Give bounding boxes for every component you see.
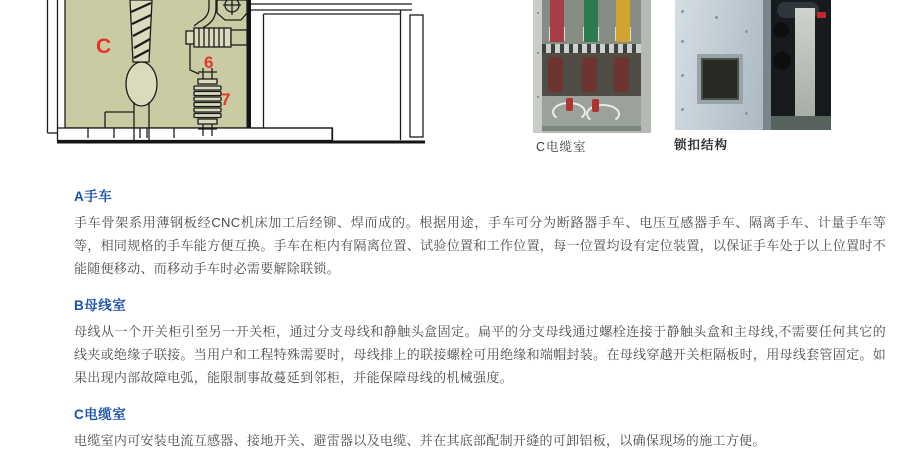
photo-caption-lock-structure: 锁扣结构	[674, 138, 729, 152]
screw-dot	[537, 12, 539, 14]
cable-termination-zone	[542, 53, 641, 96]
section-body-handcart: 手车骨架系用薄钢板经CNC机床加工后经铆、焊而成的。根据用途，手车可分为断路器手车、电压互感器手车、隔离手车、计量手车等等，相同规格的手车能方便互换。手车在柜内有隔离位置、试验位置和工作位置，每一位置均设有定位装置，以保证手车处于以上位置时不能随便移动、而移动手车时必需要解除联锁。	[74, 215, 886, 276]
diagram-base-plinth	[58, 128, 333, 141]
screw-dot	[681, 10, 684, 13]
cable-cap	[566, 98, 573, 111]
breaker-mechanism	[771, 0, 831, 130]
photo-caption-cable-room: C电缆室	[536, 140, 587, 154]
screw-dot	[537, 52, 539, 54]
screw-dot	[715, 16, 718, 19]
section-heading-cable-room: C电缆室	[74, 407, 127, 422]
diagram-label-7: 7	[221, 90, 231, 109]
section-handcart	[74, 185, 886, 280]
busbar-zone	[542, 0, 641, 44]
busbar-green	[584, 0, 598, 42]
mechanism-panel	[795, 8, 815, 120]
inspection-window	[697, 54, 743, 104]
screw-dot	[681, 74, 684, 77]
section-body-busbar-room: 母线从一个开关柜引至另一开关柜，通过分支母线和静触头盒固定。扁平的分支母线通过螺栓连接于静触头盒和主母线,不需要任何其它的线夹或绝缘子联接。当用户和工程特殊需要时，母线排上的联接螺栓可用绝缘和端帽封装。在母线穿越开关柜隔板时，用母线套管固定。如果出现内部故障电弧，能限制事故蔓延到邻柜，并能保障母线的机械强度。	[74, 324, 886, 385]
section-heading-busbar-room: B母线室	[74, 298, 127, 313]
screw-dot	[681, 40, 684, 43]
cabinet-frame-bottom	[542, 126, 641, 131]
section-cable-room	[74, 403, 886, 452]
cabinet-frame-left	[533, 0, 542, 133]
terminal-strip	[542, 44, 641, 53]
cable-loop-zone	[542, 96, 641, 126]
photo-lock-structure	[675, 0, 831, 130]
diagram-label-c: C	[96, 35, 112, 58]
screw-dot	[745, 30, 748, 33]
mechanism-knob	[773, 22, 789, 38]
cable-compartment-diagram	[0, 0, 432, 160]
diagram-label-6: 6	[204, 53, 214, 72]
busbar-yellow	[616, 0, 630, 42]
mechanism-base	[771, 116, 831, 130]
compartment-interior	[542, 0, 641, 130]
screw-dot	[681, 108, 684, 111]
busbar-red	[550, 0, 564, 42]
diagram-partition-wall	[247, 0, 252, 128]
mechanism-knob	[773, 52, 791, 70]
cable-cap	[592, 99, 599, 112]
brand-label	[817, 12, 826, 18]
diagram-floor-line	[57, 141, 425, 144]
photo-cable-compartment	[533, 0, 651, 133]
door-hinge-edge	[763, 0, 771, 130]
cable-termination	[614, 57, 629, 92]
diagram-door-edge	[410, 15, 423, 137]
section-body-cable-room: 电缆室内可安装电流互感器、接地开关、避雷器以及电缆、并在其底部配制开缝的可卸铝板，以确保现场的施工方便。	[74, 433, 766, 448]
screw-dot	[537, 96, 539, 98]
screw-dot	[745, 112, 748, 115]
section-heading-handcart: A手车	[74, 189, 113, 204]
cable-termination	[548, 57, 563, 92]
section-busbar-room	[74, 294, 886, 389]
cable-termination	[582, 57, 597, 92]
